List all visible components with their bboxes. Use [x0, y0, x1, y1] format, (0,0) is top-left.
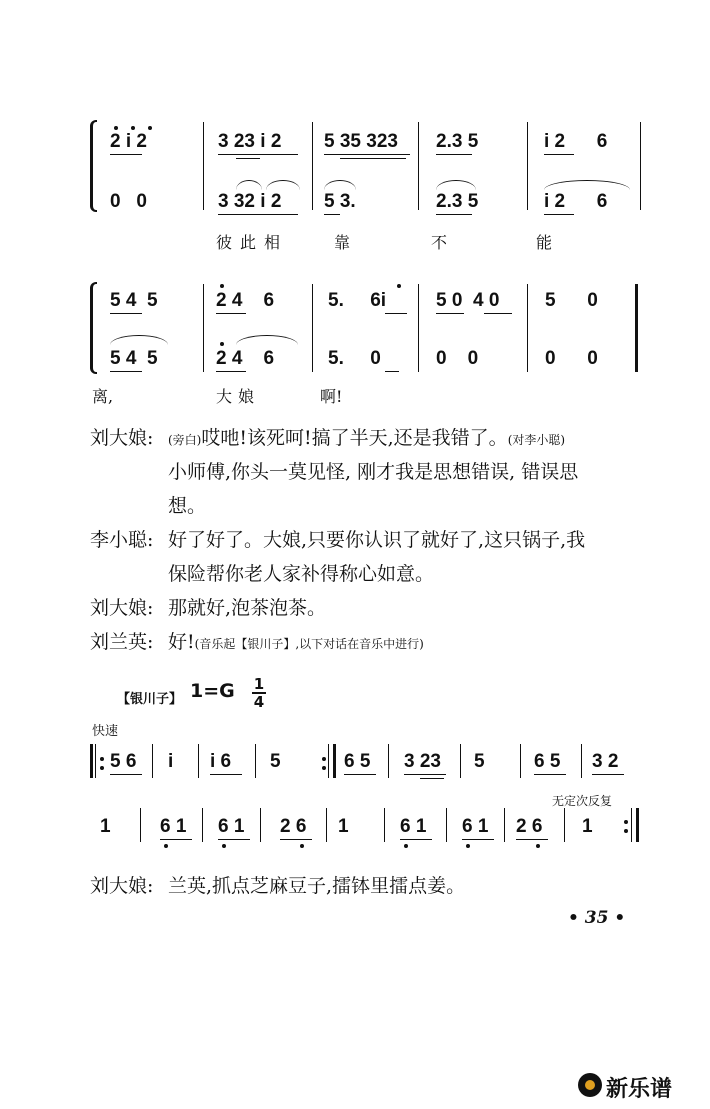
underline [516, 839, 548, 840]
dot [148, 126, 152, 130]
dialogue-text: 好了好了。大娘,只要你认识了就好了,这只锅子,我 [168, 529, 586, 551]
slur [266, 180, 300, 190]
note: 2.3 5 [436, 191, 479, 212]
note: 5. 6i [328, 290, 387, 311]
note: 6 5 [534, 751, 561, 772]
bar-line [203, 284, 204, 372]
note: 6 1 [400, 816, 427, 837]
underline [436, 214, 472, 215]
dot [397, 284, 401, 288]
note: i 2 6 [544, 131, 608, 152]
note: 2.3 5 [436, 131, 479, 152]
bar-line [504, 808, 505, 842]
dialogue-speaker: 刘兰英: [90, 631, 154, 653]
underline [544, 154, 574, 155]
bar-line [636, 808, 639, 842]
note: 5 [270, 751, 281, 772]
bar-line [384, 808, 385, 842]
underline [544, 214, 574, 215]
tune-name: 【银川子】 [117, 692, 183, 707]
note: 3 23 i 2 [218, 131, 282, 152]
system-brace [90, 282, 97, 374]
time-signature [252, 676, 266, 710]
dialogue-text: 哎吔!该死呵!搞了半天,还是我错了。 [201, 427, 508, 449]
note: 1 [338, 816, 349, 837]
lyric: 大娘 [216, 387, 261, 406]
lyric: 啊! [320, 387, 343, 406]
time-numerator: 1 [253, 675, 265, 693]
bar-line [326, 808, 327, 842]
underline [436, 313, 464, 314]
score-system-3 [90, 744, 642, 784]
bar-line [640, 122, 641, 210]
bar-line [312, 122, 313, 210]
underline [216, 313, 246, 314]
bar-line [527, 284, 528, 372]
bar-line [328, 744, 329, 778]
underline [385, 313, 407, 314]
underline [218, 154, 298, 155]
underline [160, 839, 192, 840]
dialogue-speaker: 刘大娘: [90, 875, 154, 897]
note: 5. 0 [328, 348, 381, 369]
underline [110, 774, 142, 775]
note: 6 1 [160, 816, 187, 837]
bar-line [564, 808, 565, 842]
note: 0 0 [545, 348, 598, 369]
underline [400, 839, 432, 840]
underline [216, 371, 246, 372]
bar-line [152, 744, 153, 778]
bar-line [260, 808, 261, 842]
note: 5 4 5 [110, 290, 158, 311]
tempo-marking: 快速 [92, 724, 119, 739]
bar-line [140, 808, 141, 842]
dot [114, 126, 118, 130]
note: 3 23 [404, 751, 441, 772]
bar-line [581, 744, 582, 778]
underline [218, 839, 250, 840]
note: 2 4 6 [216, 348, 275, 369]
note: 5 0 4 0 [436, 290, 500, 311]
underline [340, 158, 406, 159]
dialogue-continuation: 想。 [168, 495, 207, 517]
underline [110, 154, 142, 155]
slur [236, 335, 298, 345]
note: 5 4 5 [110, 348, 158, 369]
note: 2 6 [280, 816, 307, 837]
dialogue-continuation: 保险帮你老人家补得称心如意。 [168, 563, 435, 585]
tune-key: 1=G [190, 680, 235, 702]
note: 6 1 [462, 816, 489, 837]
dialogue-text: 兰英,抓点芝麻豆子,擂钵里擂点姜。 [168, 875, 466, 897]
bar-line [312, 284, 313, 372]
page-number: • 35 • [568, 908, 626, 928]
logo-disc-icon [578, 1073, 602, 1097]
note: 3 32 i 2 [218, 191, 282, 212]
underline [210, 774, 242, 775]
note: 6 1 [218, 816, 245, 837]
underline [110, 313, 142, 314]
underline [324, 154, 410, 155]
bar-line [95, 744, 96, 778]
bar-line [388, 744, 389, 778]
score-system-1 [90, 118, 642, 213]
note: 5 [474, 751, 485, 772]
slur [110, 335, 168, 345]
dialogue-continuation: 小师傅,你头一莫见怪, 刚才我是思想错误, 错误思 [168, 461, 579, 483]
score-system-2 [90, 280, 642, 375]
slur [436, 180, 476, 190]
note: 0 0 [436, 348, 479, 369]
note: 2 4 6 [216, 290, 275, 311]
underline [236, 158, 260, 159]
bar-line [446, 808, 447, 842]
note: 5 35 323 [324, 131, 398, 152]
underline [280, 839, 312, 840]
dialogue-speaker: 李小聪: [90, 529, 154, 551]
note: i 2 6 [544, 191, 608, 212]
system-brace [90, 120, 97, 212]
dialogue-speaker: 刘大娘: [90, 597, 154, 619]
underline [534, 774, 566, 775]
score-system-4 [90, 808, 642, 848]
stage-direction: (旁白) [168, 433, 202, 447]
bar-line [90, 744, 93, 778]
slur [544, 180, 630, 190]
dialogue-speaker: 刘大娘: [90, 427, 154, 449]
note: 0 0 [110, 191, 147, 212]
note: 2 6 [516, 816, 543, 837]
logo-text: 新乐谱 [606, 1077, 673, 1102]
dialogue-line [168, 625, 424, 661]
underline [324, 214, 340, 215]
lyric: 靠 [334, 233, 351, 252]
dot [404, 844, 408, 848]
underline [436, 154, 472, 155]
time-denominator: 4 [253, 693, 265, 711]
bar-line [631, 808, 632, 842]
note: 5 3. [324, 191, 356, 212]
dialogue-line [168, 421, 565, 457]
bar-line [203, 122, 204, 210]
bar-line [635, 284, 638, 372]
repeat-instruction: 无定次反复 [552, 794, 613, 808]
slur [236, 180, 262, 190]
bar-line [520, 744, 521, 778]
underline [344, 774, 376, 775]
lyric: 彼此相 [216, 233, 289, 252]
bar-line [255, 744, 256, 778]
dot [222, 844, 226, 848]
dialogue-text: 好! [168, 631, 195, 653]
dot [220, 342, 224, 346]
bar-line [418, 284, 419, 372]
underline [385, 371, 399, 372]
note: 5 0 [545, 290, 598, 311]
bar-line [198, 744, 199, 778]
dot [466, 844, 470, 848]
note: 1 [100, 816, 111, 837]
bar-line [333, 744, 336, 778]
note: i [168, 751, 174, 772]
bar-line [527, 122, 528, 210]
note: 5 6 [110, 751, 137, 772]
note: 6 5 [344, 751, 371, 772]
note: 3 2 [592, 751, 619, 772]
dot [164, 844, 168, 848]
underline [420, 778, 444, 779]
dialogue-text: 那就好,泡茶泡茶。 [168, 597, 327, 619]
underline [462, 839, 494, 840]
bar-line [418, 122, 419, 210]
dot [300, 844, 304, 848]
dot [536, 844, 540, 848]
bar-line [202, 808, 203, 842]
note: 2 i 2 [110, 131, 147, 152]
slur [324, 180, 356, 190]
stage-direction: (音乐起【银川子】,以下对话在音乐中进行) [194, 637, 424, 651]
dot [220, 284, 224, 288]
note: i 6 [210, 751, 232, 772]
note: 1 [582, 816, 593, 837]
bar-line [460, 744, 461, 778]
underline [404, 774, 446, 775]
lyric: 不 [431, 233, 448, 252]
underline [110, 371, 142, 372]
lyric: 离, [92, 387, 114, 406]
dot [131, 126, 135, 130]
underline [592, 774, 624, 775]
underline [218, 214, 298, 215]
underline [484, 313, 512, 314]
stage-direction: (对李小聪) [507, 433, 566, 447]
lyric: 能 [536, 233, 553, 252]
